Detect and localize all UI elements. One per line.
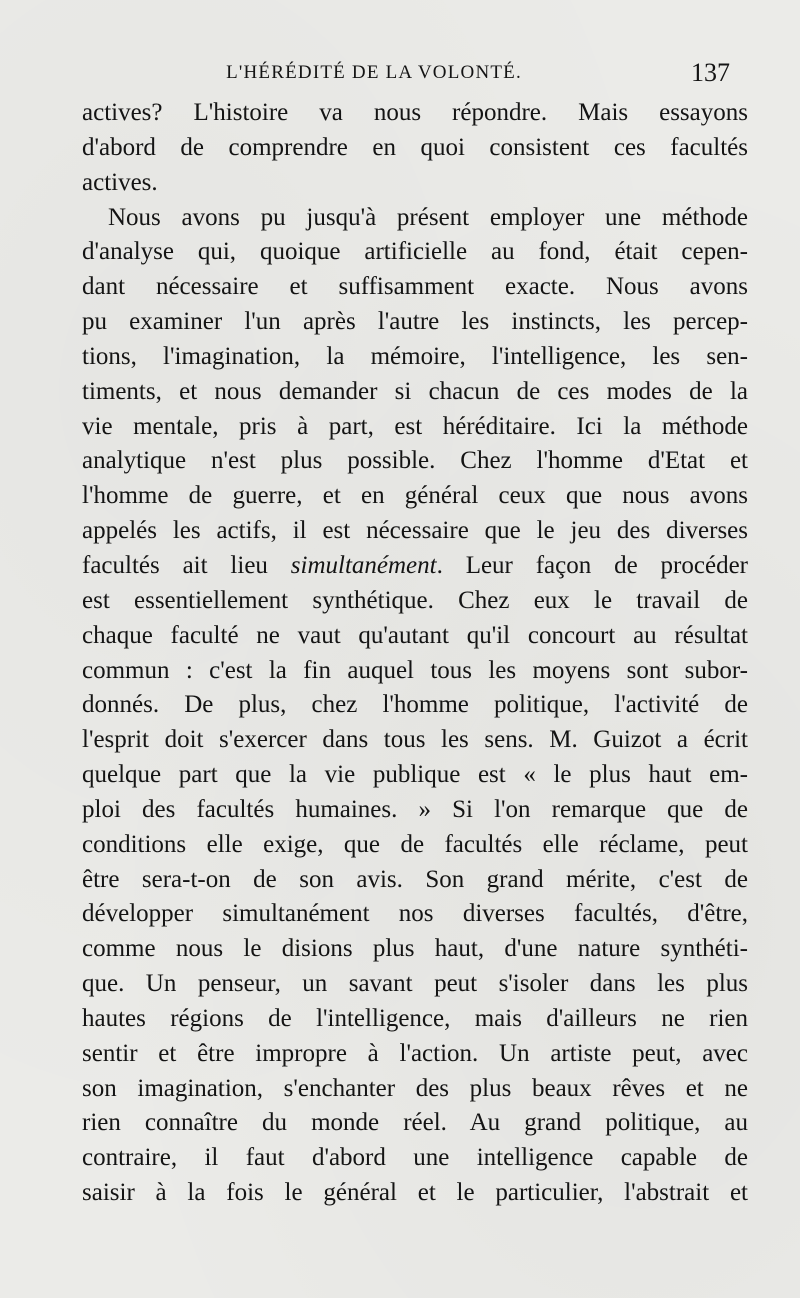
text-line: comme nous le disions plus haut, d'une nature synthéti- bbox=[82, 935, 748, 963]
body-text bbox=[82, 96, 748, 1211]
running-head bbox=[80, 58, 730, 88]
text-line: analytique n'est plus possible. Chez l'homme d'Etat et bbox=[82, 447, 748, 475]
text-line: son imagination, s'enchanter des plus beaux rêves et ne bbox=[82, 1074, 748, 1102]
text-line: que. Un penseur, un savant peut s'isoler dans les plus bbox=[82, 970, 748, 998]
text-line: actives. bbox=[82, 168, 158, 196]
text-segment: facultés ait lieu bbox=[82, 551, 291, 579]
text-line: ploi des facultés humaines. » Si l'on remarque que de bbox=[82, 795, 748, 823]
text-line: développer simultanément nos diverses facultés, d'être, bbox=[82, 900, 748, 928]
text-line: appelés les actifs, il est nécessaire que le jeu des diverses bbox=[82, 517, 748, 545]
text-line: rien connaître du monde réel. Au grand politique, au bbox=[82, 1109, 748, 1137]
text-line: est essentiellement synthétique. Chez eux le travail de bbox=[82, 586, 748, 614]
text-line: l'esprit doit s'exercer dans tous les sens. M. Guizot a écrit bbox=[82, 726, 748, 754]
text-segment: . Leur façon de procéder bbox=[436, 551, 748, 579]
text-line: d'analyse qui, quoique artificielle au fond, était cepen- bbox=[82, 238, 748, 266]
text-line: dant nécessaire et suffisamment exacte. Nous avons bbox=[82, 273, 748, 301]
text-line: chaque faculté ne vaut qu'autant qu'il concourt au résultat bbox=[82, 621, 748, 649]
text-line-with-italic bbox=[82, 549, 748, 584]
text-line: être sera-t-on de son avis. Son grand mérite, c'est de bbox=[82, 865, 748, 893]
text-line: vie mentale, pris à part, est héréditaire. Ici la méthode bbox=[82, 412, 748, 440]
text-line: quelque part que la vie publique est « le plus haut em- bbox=[82, 761, 748, 789]
text-line: conditions elle exige, que de facultés elle réclame, peut bbox=[82, 830, 748, 858]
text-line: tions, l'imagination, la mémoire, l'intelligence, les sen- bbox=[82, 342, 748, 370]
text-line: saisir à la fois le général et le particulier, l'abstrait et bbox=[82, 1179, 748, 1207]
page-number: 137 bbox=[691, 58, 730, 87]
italic-emphasis: simultanément bbox=[290, 551, 437, 579]
paragraph-first-line: Nous avons pu jusqu'à présent employer une méthode bbox=[108, 203, 748, 231]
text-line: actives? L'histoire va nous répondre. Mais essayons bbox=[82, 99, 748, 126]
text-line: contraire, il faut d'abord une intelligence capable de bbox=[82, 1144, 748, 1172]
text-line: hautes régions de l'intelligence, mais d'ailleurs ne rien bbox=[82, 1004, 748, 1032]
running-title: L'HÉRÉDITÉ DE LA VOLONTÉ. bbox=[226, 62, 522, 83]
text-line: l'homme de guerre, et en général ceux que nous avons bbox=[82, 482, 748, 510]
text-line: commun : c'est la fin auquel tous les moyens sont subor- bbox=[82, 656, 748, 684]
text-line: timents, et nous demander si chacun de ces modes de la bbox=[82, 377, 748, 405]
text-line: pu examiner l'un après l'autre les instincts, les percep- bbox=[82, 308, 748, 336]
text-line: d'abord de comprendre en quoi consistent ces facultés bbox=[82, 133, 748, 161]
text-line: sentir et être impropre à l'action. Un artiste peut, avec bbox=[82, 1039, 748, 1067]
text-line: donnés. De plus, chez l'homme politique, l'activité de bbox=[82, 691, 748, 719]
